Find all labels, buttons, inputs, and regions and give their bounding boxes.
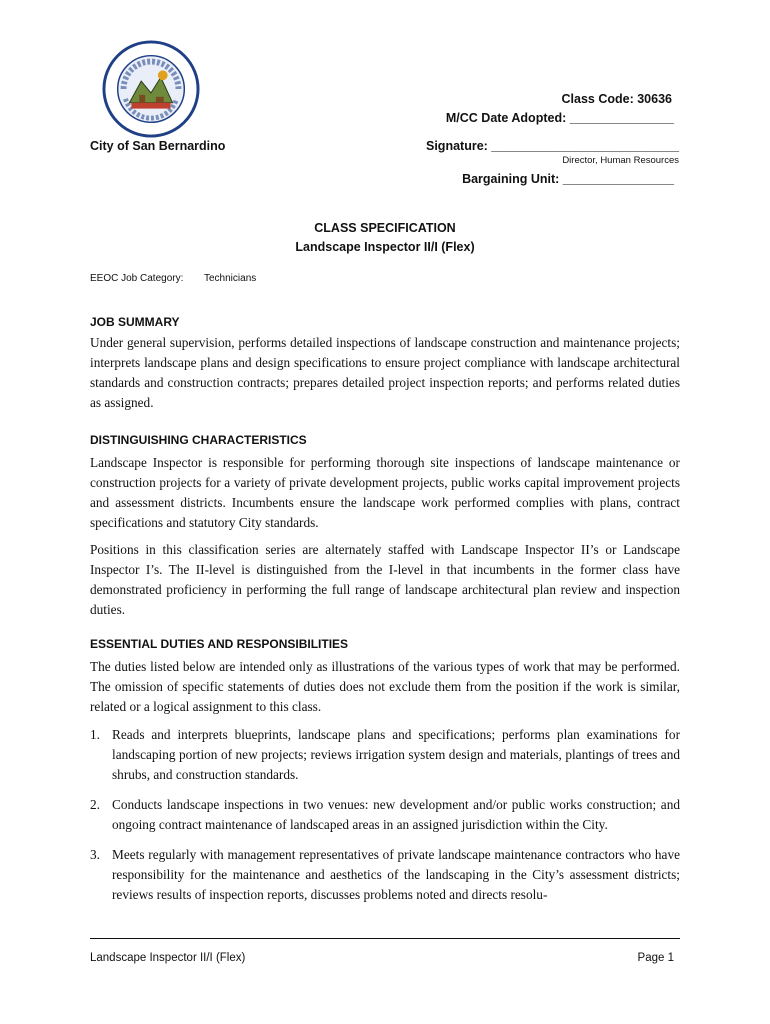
list-item	[90, 845, 680, 905]
duties-list	[90, 725, 680, 905]
list-item-text: Conducts landscape inspections in two venues: new development and/or public works construction; and ongoing contract maintenance of landscaped areas in an assigned jurisdiction within the City.	[112, 797, 680, 832]
job-summary-text: Under general supervision, performs detailed inspections of landscape construction and maintenance projects; interprets landscape plans and design specifications to ensure project compliance with landscape architectural standards and construction contracts; prepares detailed project inspection reports; and performs related duties as assigned.	[90, 335, 680, 410]
distinguishing-paragraph-2: Positions in this classification series are alternately staffed with Landscape Inspector II’s or Landscape Inspector I’s. The II-level is distinguished from the I-level in that incumbents in the former class have demonstrated proficiency in performing the full range of landscape architectural plan review and inspection duties.	[90, 542, 680, 617]
document-title: CLASS SPECIFICATION	[314, 221, 456, 235]
list-item-number: 1.	[90, 727, 100, 742]
list-item	[90, 725, 680, 785]
signature-subtitle: Director, Human Resources	[562, 155, 679, 166]
bargaining-unit: Bargaining Unit: ________________	[462, 172, 674, 186]
distinguishing-heading: DISTINGUISHING CHARACTERISTICS	[90, 433, 307, 447]
list-item-number: 2.	[90, 797, 100, 812]
duties-intro: The duties listed below are intended only as illustrations of the various types of work that may be performed. The omission of specific statements of duties does not exclude them from the position if the work is similar, related or a logical assignment to this class.	[90, 659, 680, 714]
document-subtitle: Landscape Inspector II/I (Flex)	[295, 240, 475, 254]
city-seal-icon	[102, 40, 200, 138]
list-item-text: Reads and interprets blueprints, landscape plans and specifications; performs plan examinations for landscaping portion of new projects; reviews irrigation system design and materials, plantings of trees and shrubs, and construction standards.	[112, 727, 680, 782]
duties-heading: ESSENTIAL DUTIES AND RESPONSIBILITIES	[90, 637, 349, 651]
list-item-text: Meets regularly with management representatives of private landscape maintenance contractors who have responsibility for the maintenance and aesthetics of the landscaping in the City’s assessment districts; reviews results of inspection reports, discusses problems noted and directs resolu-	[112, 847, 680, 902]
page-number: Page 1	[637, 952, 674, 964]
mcc-date-adopted: M/CC Date Adopted: _______________	[445, 111, 674, 125]
eeoc-value: Technicians	[204, 273, 257, 284]
distinguishing-paragraph-1: Landscape Inspector is responsible for performing thorough site inspections of landscape maintenance or construction projects for a variety of private development projects, public works capital improvement projects and assessment districts. Incumbents ensure the landscape work performed complies with plans, contract specifications and statutory City standards.	[90, 455, 680, 530]
eeoc-label: EEOC Job Category:	[90, 273, 184, 284]
list-item-number: 3.	[90, 847, 100, 862]
signature-line: Signature: ___________________________	[426, 139, 679, 153]
footer-divider	[90, 938, 680, 939]
list-item	[90, 795, 680, 835]
footer-title: Landscape Inspector II/I (Flex)	[90, 952, 246, 964]
class-code: Class Code: 30636	[561, 92, 672, 106]
organization-name: City of San Bernardino	[90, 139, 226, 153]
job-summary-heading: JOB SUMMARY	[90, 315, 180, 329]
